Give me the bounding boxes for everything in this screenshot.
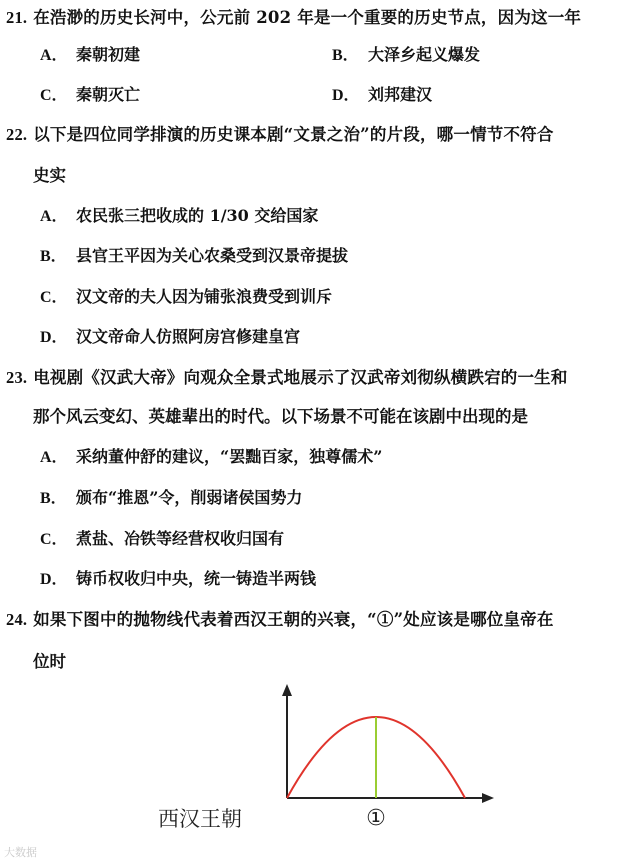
option-text: 农民张三把收成的 1/30 交给国家 [76,206,319,225]
option-letter: D． [40,329,68,346]
option-text: 刘邦建汉 [368,85,433,104]
question-text: 如果下图中的抛物线代表着西汉王朝的兴衰，“①”处应该是哪位皇帝在 [33,610,554,629]
option-letter: D． [40,571,68,588]
option-text: 铸币权收归中央，统一铸造半两钱 [76,569,317,588]
option-letter: C． [40,531,68,548]
option-text: 煮盐、冶铁等经营权收归国有 [76,529,285,548]
option-letter: D． [332,87,360,104]
question-text: 电视剧《汉武大帝》向观众全景式地展示了汉武帝刘彻纵横跌宕的一生和 [33,368,568,387]
option-text: 秦朝初建 [76,45,141,64]
question-number: 24. [6,610,28,629]
x-axis-label: 西汉王朝 [158,807,242,831]
option-letter: A． [40,208,68,225]
option-letter: B． [40,248,67,265]
option-letter: B． [332,47,359,64]
question-23-stem-continued: 那个风云变幻、英雄辈出的时代。以下场景不可能在该剧中出现的是 [33,407,528,426]
option-text: 颁布“推恩”令，削弱诸侯国势力 [76,488,303,507]
option-text: 汉文帝的夫人因为铺张浪费受到训斥 [76,287,333,306]
question-number: 21. [6,8,28,27]
question-21-option-d [332,82,432,105]
question-23-option-c [40,526,284,549]
x-axis-arrow-icon [482,793,494,803]
watermark-logo: 大数据 [4,846,37,859]
option-text: 大泽乡起义爆发 [368,45,481,64]
question-23-option-d [40,566,316,589]
option-letter: C． [40,87,68,104]
option-text: 县官王平因为关心农桑受到汉景帝提拔 [76,246,349,265]
question-24-stem [6,606,554,630]
question-number: 23. [6,368,28,387]
peak-marker-label: ① [366,806,386,831]
question-number: 22. [6,125,28,144]
question-text: 以下是四位同学排演的历史课本剧“文景之治”的片段，哪一情节不符合 [33,125,554,144]
option-letter: A． [40,47,68,64]
question-21-option-c [40,82,140,105]
question-23-stem [6,364,568,388]
option-letter: B． [40,490,67,507]
question-text: 在浩渺的历史长河中，公元前 202 年是一个重要的历史节点，因为这一年 [33,8,582,27]
option-text: 汉文帝命人仿照阿房宫修建皇宫 [76,327,301,346]
question-21-stem [6,4,581,28]
question-22-stem [6,121,554,145]
option-text: 秦朝灭亡 [76,85,141,104]
question-22-stem-continued: 史实 [33,166,66,185]
y-axis-arrow-icon [282,684,292,696]
option-letter: A． [40,449,68,466]
option-text: 采纳董仲舒的建议，“罢黜百家，独尊儒术” [76,447,383,466]
question-22-option-c [40,284,332,307]
question-24-stem-continued: 位时 [33,652,66,671]
question-21-option-b [332,42,480,65]
question-21-option-a [40,42,140,65]
question-22-option-d [40,324,300,347]
question-23-option-b [40,485,302,508]
question-22-option-a [40,203,318,226]
question-22-option-b [40,243,348,266]
dynasty-parabola-figure [0,680,640,862]
option-letter: C． [40,289,68,306]
question-23-option-a [40,444,382,467]
